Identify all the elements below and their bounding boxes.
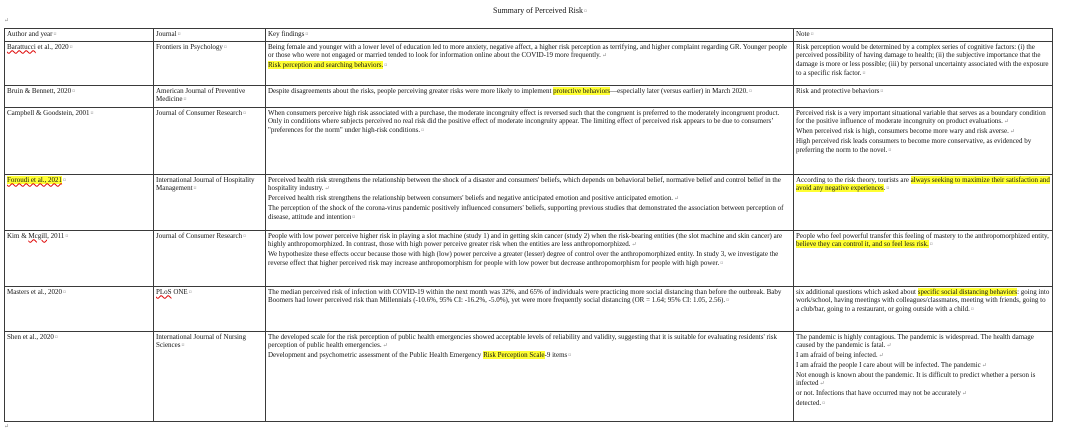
note-cell[interactable] — [794, 331, 1053, 421]
findings-text: The perception of the shock of the corona-virus pandemic positively influenced consumers' beliefs, supporting previous studies that demonstrated the association between perception of disease, attitude and intention — [268, 203, 784, 221]
paragraph-mark-icon: ↵ — [1009, 129, 1015, 136]
cell-mark: ¤ — [243, 233, 247, 240]
journal-cell[interactable] — [154, 286, 266, 331]
findings-text: The developed scale for the risk perception of public health emergencies showed acceptable levels of reliability and validity, suggesting that it is suitable for evaluating residents' risk perception of public health emergencies. — [268, 332, 777, 350]
cell-mark: ¤ — [72, 88, 76, 95]
paragraph-mark-icon: ↵ — [324, 186, 330, 193]
cell-mark: ¤ — [90, 110, 94, 117]
title-text: Summary of Perceived Risk — [493, 6, 583, 15]
note-text: . — [883, 184, 886, 193]
author-cell[interactable] — [5, 85, 154, 107]
note-text: or not. Infections that have occurred may not be accurately — [796, 388, 961, 397]
note-line — [796, 371, 1050, 389]
author-cell[interactable] — [5, 174, 154, 230]
header-note[interactable] — [794, 29, 1053, 42]
paragraph-mark-icon: ↵ — [1003, 119, 1009, 126]
table-row — [5, 286, 1053, 331]
note-text: Not enough is known about the pandemic. It is difficult to predict whether a person is infected — [796, 370, 1036, 388]
note-text: According to the risk theory, tourists are — [796, 175, 911, 184]
header-findings[interactable] — [266, 29, 794, 42]
journal-text: International Journal of Nursing Sciences — [156, 332, 247, 350]
note-text: detected. — [796, 398, 822, 407]
highlighted-text: believe they can control it, and so feel less risk. — [796, 240, 929, 249]
findings-text: Development and psychometric assessment of the Public Health Emergency — [268, 351, 484, 360]
cell-mark: ¤ — [810, 32, 814, 38]
cell-mark: ¤ — [880, 88, 884, 95]
highlighted-text: Risk perception and searching behaviors. — [268, 61, 384, 70]
findings-text: Perceived health risk strengthens the relationship between consumers' beliefs and negative anticipated emotion and positive anticipated emotion. — [268, 194, 673, 203]
paragraph-mark-icon: ↵ — [4, 18, 10, 24]
findings-cell[interactable] — [266, 174, 794, 230]
journal-cell[interactable] — [154, 41, 266, 85]
journal-cell[interactable] — [154, 107, 266, 174]
paragraph-mark-icon: ↵ — [819, 381, 825, 388]
cell-mark: ¤ — [720, 260, 724, 267]
journal-text: Journal of Consumer Research — [156, 108, 243, 117]
author-cell[interactable] — [5, 107, 154, 174]
author-year: et al., 2020 — [35, 42, 69, 51]
table-row — [5, 174, 1053, 230]
table-row — [5, 41, 1053, 85]
page-title — [0, 6, 1080, 17]
cell-mark: ¤ — [929, 242, 933, 249]
cell-mark: ¤ — [181, 343, 185, 350]
cell-mark: ¤ — [822, 400, 826, 407]
findings-cell[interactable]: When consumers perceive high risk associated with a purchase, the moderate incongruity effect is reversed such that the congruent is preferred to the moderately incongruent product. Only in conditions where subjects perceived no real risk did the positive effect of moderate incongruity appear. The limiting effect of perceived risk appears to be due to consumers’ "preferences for the norm" under high-risk conditions.¤ — [266, 107, 794, 174]
highlighted-text: always seeking to maximize their satisfaction and avoid any negative experiences — [796, 175, 1050, 193]
note-cell[interactable] — [794, 286, 1053, 331]
author-cell[interactable] — [5, 286, 154, 331]
cell-mark: ¤ — [69, 44, 73, 51]
table-row — [5, 85, 1053, 107]
author-text: Campbell & Goodstein, 2001 — [7, 108, 90, 117]
note-cell[interactable] — [794, 174, 1053, 230]
cell-mark: ¤ — [748, 88, 752, 95]
author-cell[interactable] — [5, 331, 154, 421]
author-name: Barattucci — [7, 42, 36, 51]
highlighted-text: protective behaviors — [553, 86, 611, 95]
note-cell[interactable] — [794, 230, 1053, 286]
journal-text: ONE — [171, 287, 188, 296]
journal-text: American Journal of Preventive Medicine — [156, 86, 246, 104]
cell-mark: ¤ — [726, 298, 730, 305]
journal-text: Journal of Consumer Research — [156, 231, 243, 240]
cell-mark: ¤ — [54, 334, 58, 341]
author-year: , 2011 — [47, 231, 65, 240]
note-cell[interactable] — [794, 41, 1053, 85]
table-header-row — [5, 29, 1053, 42]
findings-cell[interactable] — [266, 85, 794, 107]
note-line — [796, 351, 1050, 361]
findings-text: When consumers perceive high risk associated with a purchase, the moderate incongruity effect is reversed such that the congruent is preferred to the moderately incongruent product. Only in conditions where subjects perceived no real risk did the positive effect of moderate incongruity appear. The limiting effect of perceived risk appears to be due to consumers — [268, 108, 780, 126]
note-text: High perceived risk leads consumers to become more conservative, as evidenced by preferring the norm to the novel. — [796, 136, 1032, 154]
findings-cell[interactable] — [266, 331, 794, 421]
author-name: Mcgill — [28, 231, 48, 240]
note-text: Risk and protective behaviors — [796, 86, 880, 95]
journal-cell[interactable] — [154, 230, 266, 286]
cell-mark: ¤ — [65, 233, 69, 240]
table-row — [5, 230, 1053, 286]
findings-text: People with low power perceive higher risk in playing a slot machine (study 1) and in getting skin cancer (study 2) when the risk-bearing entities (the slot machine and skin cancer) are highly anthropomorphized. In contrast, those with high power perceive greater risk when the entities are less anthropomorphized. — [268, 231, 783, 249]
header-author[interactable] — [5, 29, 154, 42]
cell-mark: ¤ — [183, 97, 187, 104]
header-journal-text: Journal — [156, 30, 177, 38]
note-cell[interactable] — [794, 85, 1053, 107]
note-line — [796, 333, 1050, 351]
findings-text: Being female and younger with a lower level of education led to more anxiety, negative affect, a higher risk perception as terrifying, and higher complaint regarding GR. Younger people or those who were not engaged or married tended to look for information online about the COVID-19 more frequently. — [268, 42, 787, 60]
findings-text: —especially later (versus earlier) in March 2020. — [610, 86, 748, 95]
author-text: Bruin & Bennett, 2020 — [7, 86, 72, 95]
cell-mark: ¤ — [970, 307, 974, 314]
cell-mark: ¤ — [305, 32, 309, 38]
journal-text: PLoS — [156, 287, 172, 296]
cell-mark: ¤ — [177, 32, 181, 38]
paragraph-mark-icon: ↵ — [601, 53, 607, 60]
author-text: Foroudi et al., 2021 — [7, 175, 63, 184]
cell-mark: ¤ — [384, 63, 388, 70]
header-author-text: Author and year — [7, 30, 53, 38]
note-text: Risk perception would be determined by a complex series of cognitive factors: (i) the perceived possibility of having damage to health; (ii) the subjective importance that the damage is more or less possible; (iii) by personal uncertainty associated with the exposure to a specific risk factor. — [796, 42, 1049, 77]
table-row — [5, 107, 1053, 174]
paragraph-mark-icon: ↵ — [4, 424, 10, 430]
perceived-risk-table — [4, 28, 1053, 422]
cell-mark: ¤ — [63, 289, 67, 296]
journal-cell[interactable] — [154, 174, 266, 230]
cell-mark: ¤ — [193, 186, 197, 193]
cell-mark: ¤ — [63, 177, 67, 184]
cell-mark: ¤ — [188, 289, 192, 296]
findings-text: -9 items — [544, 351, 568, 360]
note-line — [796, 389, 1050, 399]
cell-mark: ¤ — [352, 214, 356, 221]
author-text: Masters et al., 2020 — [7, 287, 63, 296]
header-note-text: Note — [796, 30, 810, 38]
header-findings-text: Key findings — [268, 30, 305, 38]
paragraph-mark-icon: ↵ — [674, 196, 680, 203]
paragraph-mark-icon: ↵ — [382, 343, 388, 350]
journal-cell[interactable] — [154, 85, 266, 107]
journal-text: Frontiers in Psychology — [156, 42, 223, 51]
cell-mark: ¤ — [223, 44, 227, 51]
journal-text: International Journal of Hospitality Management — [156, 175, 255, 193]
cell-mark: ¤ — [862, 70, 866, 77]
highlighted-text: specific social distancing behaviors — [917, 287, 1018, 296]
note-cell[interactable] — [794, 107, 1053, 174]
findings-text: "preferences for the norm" under high-risk conditions. — [268, 126, 421, 135]
cell-mark: ¤ — [53, 32, 57, 38]
findings-cell[interactable] — [266, 286, 794, 331]
author-cell[interactable] — [5, 41, 154, 85]
highlighted-text: Risk Perception Scale — [483, 351, 545, 360]
cell-mark: ¤ — [888, 147, 892, 154]
note-text: I am afraid the people I care about will be infected. The pandemic — [796, 360, 981, 369]
findings-text: Despite disagreements about the risks, people perceiving greater risks were more likely to implement — [268, 86, 554, 95]
cell-mark: ¤ — [243, 110, 247, 117]
findings-text: We hypothesize these effects occur because those with high (low) power perceive a greater (lesser) degree of control over the anthropomorphized entity. In study 3, we investigate the reverse effect that higher perceived risk may increase anthropomorphism for people with low power but decrease anthropomorphism for people with high power. — [268, 250, 779, 267]
cell-mark: ¤ — [568, 353, 572, 360]
paragraph-mark-icon: ↵ — [886, 343, 892, 350]
findings-cell[interactable] — [266, 230, 794, 286]
note-text: Perceived risk is a very important situational variable that serves as a boundary condition for the positive influence of moderate incongruity on product evaluations. — [796, 108, 1046, 126]
author-text: Shen et al., 2020 — [7, 332, 54, 341]
table-row — [5, 331, 1053, 421]
cell-mark: ¤ — [886, 186, 890, 193]
paragraph-mark-icon: ↵ — [981, 362, 987, 369]
cell-mark: ¤ — [421, 128, 425, 135]
author-cell[interactable] — [5, 230, 154, 286]
note-text: People who feel powerful transfer this feeling of mastery to the anthropomorphized entity, — [796, 231, 1049, 240]
findings-text: Perceived health risk strengthens the relationship between the shock of a disaster and consumers' beliefs, which depends on behavioral belief, normative belief and control belief in the hospitality industry. — [268, 175, 781, 193]
author-name: Kim & — [7, 231, 29, 240]
note-text: I am afraid of being infected. — [796, 351, 878, 360]
paragraph-mark-icon: ↵ — [878, 353, 884, 360]
paragraph-mark-icon: ↵ — [961, 390, 967, 397]
findings-cell[interactable] — [266, 41, 794, 85]
note-text: : going into work/school, having meetings with colleagues/classmates, meeting with friends, going to a club/bar, going to a restaurant, or going outside with a child. — [796, 287, 1050, 314]
note-text: When perceived risk is high, consumers become more wary and risk averse. — [796, 127, 1009, 136]
paragraph-mark-icon: ↵ — [631, 242, 637, 249]
note-line — [796, 399, 1050, 409]
formatting-mark: ¤ — [583, 9, 587, 15]
note-text: six additional questions which asked about — [796, 287, 918, 296]
note-line — [796, 361, 1050, 371]
note-text: The pandemic is highly contagious. The pandemic is widespread. The health damage caused by the pandemic is fatal. — [796, 332, 1034, 350]
findings-text: The median perceived risk of infection with COVID-19 within the next month was 32%, and 65% of individuals were practicing more social distancing than before the outbreak. Baby Boomers had lower perceived risk than Millennials (-10.6%, 95% CI: -16.2%, -5.0%), yet were more frequently social distancing (OR = 1.64; 95% CI: 1.05, 2.56). — [268, 287, 782, 305]
header-journal[interactable] — [154, 29, 266, 42]
journal-cell[interactable] — [154, 331, 266, 421]
